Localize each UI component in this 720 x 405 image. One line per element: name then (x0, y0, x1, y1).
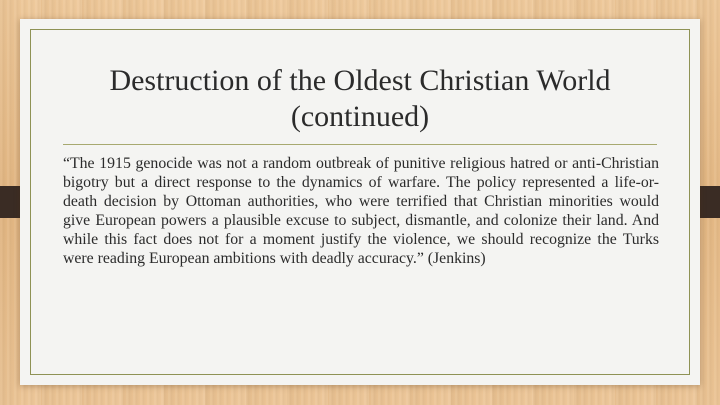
title-divider (63, 144, 657, 145)
slide-title-line-2: (continued) (290, 100, 430, 133)
slide-title-line-1: Destruction of the Oldest Christian World (109, 64, 611, 97)
slide-panel (20, 19, 700, 385)
quote-paragraph: “The 1915 genocide was not a random outbreak of punitive religious hatred or anti-Christian bigotry but a direct response to the dynamics of warfare. The policy represented a life-or-death decision by Ottoman authorities, who were terrified that Christian minorities would give European powers a plausible excuse to subject, dismantle, and colonize their land. And while this fact does not for a moment justify the violence, we should recognize the Turks were reading European ambitions with deadly accuracy.” (Jenkins) (63, 155, 659, 267)
slide-title (60, 63, 660, 135)
